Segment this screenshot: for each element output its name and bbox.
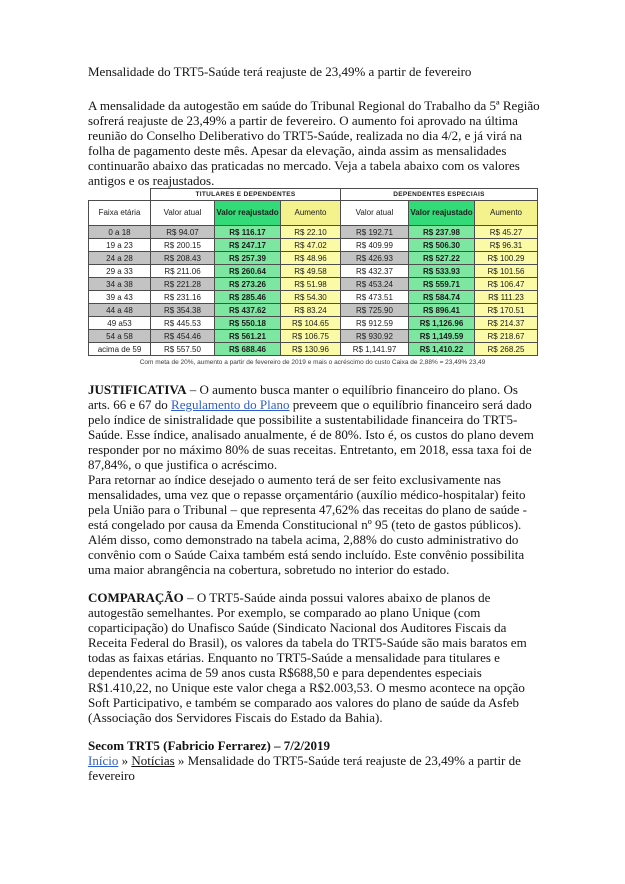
table-cell: R$ 527.22 [409, 252, 475, 265]
table-cell: R$ 550.18 [215, 317, 281, 330]
col-header-aumento-1: Aumento [281, 201, 341, 226]
table-cell: R$ 1,410.22 [409, 343, 475, 356]
justificativa-lead: JUSTIFICATIVA [88, 382, 187, 397]
table-cell: 54 a 58 [89, 330, 151, 343]
table-cell: R$ 584.74 [409, 291, 475, 304]
table-cell: R$ 49.58 [281, 265, 341, 278]
group-header-titulares: TITULARES E DEPENDENTES [151, 189, 341, 201]
table-cell: R$ 22.10 [281, 226, 341, 239]
justificativa-text-before-link: – O aumento busca manter o equilíbrio financeiro do plano. Os arts. 66 e 67 do [88, 382, 518, 412]
table-cell: acima de 59 [89, 343, 151, 356]
table-cell: R$ 218.67 [475, 330, 538, 343]
table-cell: 19 a 23 [89, 239, 151, 252]
breadcrumb-separator-2: » [177, 753, 185, 768]
table-row [89, 252, 538, 265]
table-cell: R$ 211.06 [151, 265, 215, 278]
table-cell: 24 a 28 [89, 252, 151, 265]
comparacao-text: – O TRT5-Saúde ainda possui valores abaixo de planos de autogestão semelhantes. Por exemplo, se comparado ao plano Unique (com coparticipação) do Unafisco Saúde (Sindicato Nacional dos Auditores Fiscais da Receita Federal do Brasil), os valores da tabela do TRT5-Saúde são mais baratos em todas as faixas etárias. Enquanto no TRT5-Saúde a mensalidade para titulares e dependentes acima de 59 anos custa R$688,50 e para dependentes especiais R$1.410,22, no Unique este valor chega a R$2.003,53. O mesmo acontece na opção Soft Participativo, e também se comparado aos valores do plano de saúde da Asfeb (Associação dos Servidores Fiscais do Estado da Bahia). [88, 590, 527, 725]
justificativa-paragraph-2: Para retornar ao índice desejado o aumento terá de ser feito exclusivamente nas mensalidades, uma vez que o repasse orçamentário (auxílio médico-hospitalar) feito pela União para o Tribunal – que representa 47,62% das receitas do plano de saúde - está congelado por causa da Emenda Constitucional nº 95 (teto de gastos públicos). Além disso, como demonstrado na tabela acima, 2,88% do custo administrativo do convênio com o Saúde Caixa também está sendo incluído. Este convênio possibilita uma maior abrangência na cobertura, sobretudo no interior do estado. [88, 472, 527, 577]
table-cell: R$ 273.26 [215, 278, 281, 291]
breadcrumb-news-link[interactable]: Notícias [131, 753, 175, 768]
table-cell: R$ 473.51 [341, 291, 409, 304]
table-cell: R$ 930.92 [341, 330, 409, 343]
justificativa-paragraph-1 [88, 382, 540, 472]
prices-table [88, 188, 538, 356]
table-cell: R$ 111.23 [475, 291, 538, 304]
table-row [89, 265, 538, 278]
table-cell: R$ 409.99 [341, 239, 409, 252]
table-header-row [89, 201, 538, 226]
col-header-valor-reajustado-1: Valor reajustado [215, 201, 281, 226]
table-cell: R$ 170.51 [475, 304, 538, 317]
table-cell: R$ 688.46 [215, 343, 281, 356]
table-cell: R$ 51.98 [281, 278, 341, 291]
group-header-dependentes-especiais: DEPENDENTES ESPECIAIS [341, 189, 538, 201]
table-row [89, 278, 538, 291]
table-cell: R$ 47.02 [281, 239, 341, 252]
comparacao-lead: COMPARAÇÃO [88, 590, 184, 605]
table-cell: R$ 506.30 [409, 239, 475, 252]
table-cell: R$ 116.17 [215, 226, 281, 239]
breadcrumb-home-link[interactable]: Início [88, 753, 119, 768]
table-row [89, 304, 538, 317]
table-cell: R$ 247.17 [215, 239, 281, 252]
table-cell: R$ 437.62 [215, 304, 281, 317]
comparacao-section [88, 590, 540, 725]
justificativa-text-after-link: preveem que o equilíbrio financeiro será dado pelo índice de sinistralidade que possibilite a sustentabilidade financeira do TRT5-Saúde. Esse índice, analisado anualmente, é de 80%. Isto é, os custos do plano devem responder por no máximo 80% de suas receitas. Entretanto, em 2018, essa taxa foi de 87,84%, o que justifica o acréscimo. [88, 397, 534, 472]
table-cell: R$ 432.37 [341, 265, 409, 278]
col-header-aumento-2: Aumento [475, 201, 538, 226]
table-cell: R$ 453.24 [341, 278, 409, 291]
table-cell: R$ 285.46 [215, 291, 281, 304]
table-group-header-row [89, 189, 538, 201]
table-cell: R$ 45.27 [475, 226, 538, 239]
table-cell: R$ 96.31 [475, 239, 538, 252]
table-cell: R$ 106.75 [281, 330, 341, 343]
table-cell: R$ 106.47 [475, 278, 538, 291]
table-cell: R$ 1,141.97 [341, 343, 409, 356]
breadcrumb-separator-1: » [121, 753, 129, 768]
table-cell: R$ 214.37 [475, 317, 538, 330]
article-content [88, 64, 540, 783]
intro-paragraph: A mensalidade da autogestão em saúde do Tribunal Regional do Trabalho da 5ª Região sofrerá reajuste de 23,49% a partir de fevereiro. O aumento foi aprovado na última reunião do Conselho Deliberativo do TRT5-Saúde, realizada no dia 4/2, e já virá na folha de pagamento deste mês. Apesar da elevação, ainda assim as mensalidades continuarão abaixo das praticadas no mercado. Veja a tabela abaixo com os valores antigos e os reajustados. [88, 98, 540, 188]
table-cell: R$ 260.64 [215, 265, 281, 278]
table-cell: R$ 231.16 [151, 291, 215, 304]
table-cell: 0 a 18 [89, 226, 151, 239]
table-row [89, 330, 538, 343]
table-cell: R$ 268.25 [475, 343, 538, 356]
table-cell: R$ 454.46 [151, 330, 215, 343]
table-cell: R$ 557.50 [151, 343, 215, 356]
table-row [89, 239, 538, 252]
table-cell: R$ 83.24 [281, 304, 341, 317]
table-row [89, 343, 538, 356]
justificativa-section [88, 382, 540, 577]
table-row [89, 317, 538, 330]
comparacao-paragraph [88, 590, 540, 725]
byline: Secom TRT5 (Fabricio Ferrarez) – 7/2/2019 [88, 738, 331, 753]
table-cell: 49 a53 [89, 317, 151, 330]
table-row [89, 291, 538, 304]
table-cell: R$ 559.71 [409, 278, 475, 291]
table-body [89, 226, 538, 356]
table-cell: R$ 354.38 [151, 304, 215, 317]
table-cell: R$ 192.71 [341, 226, 409, 239]
table-cell: 44 a 48 [89, 304, 151, 317]
table-cell: R$ 101.56 [475, 265, 538, 278]
table-cell: R$ 100.29 [475, 252, 538, 265]
table-cell: R$ 912.59 [341, 317, 409, 330]
table-cell: R$ 426.93 [341, 252, 409, 265]
table-cell: R$ 561.21 [215, 330, 281, 343]
table-cell: R$ 257.39 [215, 252, 281, 265]
col-header-valor-atual-1: Valor atual [151, 201, 215, 226]
table-cell: 29 a 33 [89, 265, 151, 278]
table-cell: R$ 896.41 [409, 304, 475, 317]
table-cell: R$ 221.28 [151, 278, 215, 291]
table-footnote: Com meta de 20%, aumento a partir de fevereiro de 2019 e mais o acréscimo do custo Caixa de 2,88% = 23,49% 23,49 [139, 359, 486, 366]
table-cell: R$ 445.53 [151, 317, 215, 330]
col-header-faixa-etaria: Faixa etária [89, 201, 151, 226]
table-cell: R$ 48.96 [281, 252, 341, 265]
table-cell: 34 a 38 [89, 278, 151, 291]
table-cell: R$ 208.43 [151, 252, 215, 265]
prices-table-wrap [88, 188, 537, 366]
table-row [89, 226, 538, 239]
regulamento-do-plano-link[interactable]: Regulamento do Plano [171, 397, 290, 412]
table-cell: 39 a 43 [89, 291, 151, 304]
table-cell: R$ 533.93 [409, 265, 475, 278]
table-cell: R$ 1,149.59 [409, 330, 475, 343]
table-cell: R$ 1,126.96 [409, 317, 475, 330]
table-cell: R$ 725.90 [341, 304, 409, 317]
table-cell: R$ 54.30 [281, 291, 341, 304]
table-cell: R$ 237.98 [409, 226, 475, 239]
group-header-spacer [89, 189, 151, 201]
breadcrumb [88, 753, 540, 783]
table-cell: R$ 94.07 [151, 226, 215, 239]
table-cell: R$ 104.65 [281, 317, 341, 330]
table-cell: R$ 200.15 [151, 239, 215, 252]
col-header-valor-reajustado-2: Valor reajustado [409, 201, 475, 226]
article-title: Mensalidade do TRT5-Saúde terá reajuste de 23,49% a partir de fevereiro [88, 64, 472, 79]
breadcrumb-current-page: Mensalidade do TRT5-Saúde terá reajuste de 23,49% a partir de fevereiro [88, 753, 521, 783]
table-cell: R$ 130.96 [281, 343, 341, 356]
col-header-valor-atual-2: Valor atual [341, 201, 409, 226]
